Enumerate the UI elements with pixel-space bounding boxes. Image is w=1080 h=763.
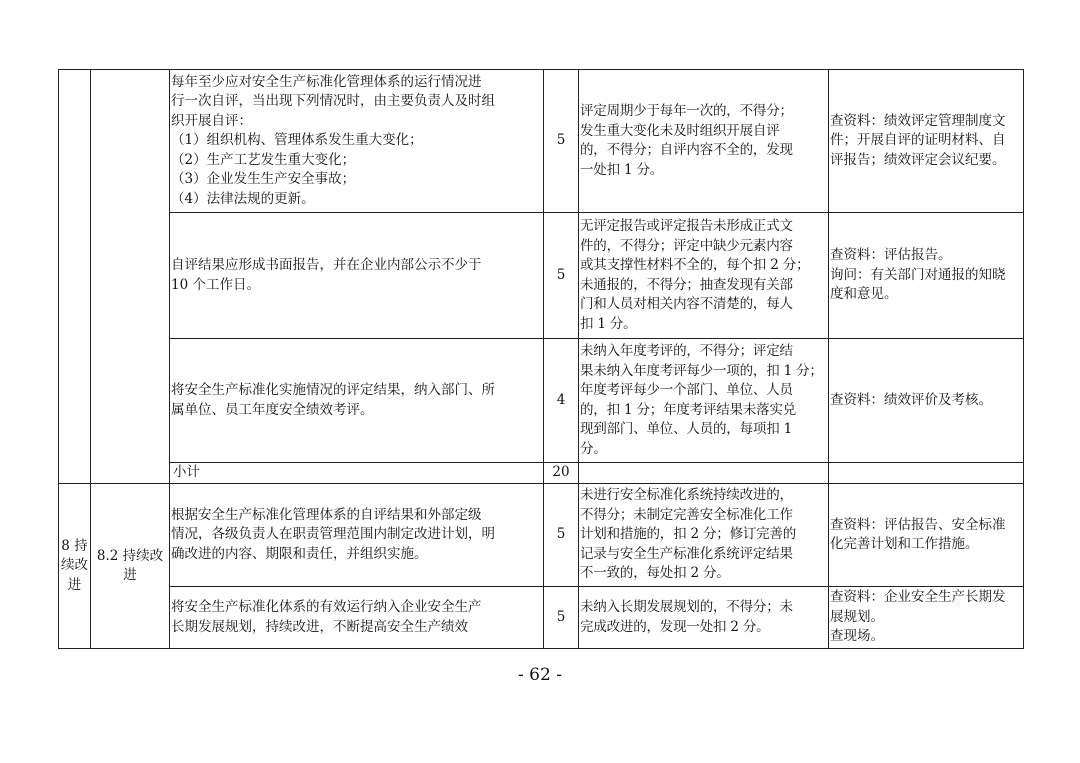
method-line: 化完善计划和工作措施。 — [830, 536, 979, 552]
content-line: 将安全生产标准化实施情况的评定结果，纳入部门、所 — [171, 382, 495, 398]
standard-line: 不得分；未制定完善安全标准化工作 — [580, 506, 793, 523]
standard-line: 评定周期少于每年一次的，不得分； — [580, 103, 793, 119]
method-cell — [829, 484, 1024, 587]
standard-line: 发生重大变化未及时组织开展自评 — [580, 122, 780, 139]
subtotal-row — [59, 463, 1024, 484]
section-name-line: 续改 — [61, 557, 88, 574]
method-line: 度和意见。 — [830, 286, 898, 303]
standard-line: 现到部门、单位、人员的，每项扣 1 — [580, 421, 792, 437]
section-name-line: 8 持 — [61, 537, 88, 554]
standard-line: 门和人员对相关内容不清楚的，每人 — [580, 296, 793, 312]
method-line: 查资料：企业安全生产长期发 — [830, 589, 1006, 606]
content-line: 根据安全生产标准化管理体系的自评结果和外部定级 — [171, 506, 482, 523]
standard-line: 或其支撑性材料不全的，每个扣 2 分； — [580, 257, 810, 273]
subsection-name-cell — [91, 484, 170, 649]
section-name-cell — [59, 484, 91, 649]
standard-cell — [579, 339, 829, 463]
standard-line: 完成改进的，发现一处扣 2 分。 — [580, 618, 770, 635]
content-line: 长期发展规划，持续改进，不断提高安全生产绩效 — [171, 618, 468, 635]
subtotal-label: 小计 — [170, 463, 544, 484]
empty-cell — [579, 463, 829, 484]
standard-line: 的，不得分；自评内容不全的，发现 — [580, 142, 793, 158]
category-cell — [59, 70, 91, 484]
subcategory-cell — [91, 70, 170, 484]
standard-line: 件的，不得分；评定中缺少元素内容 — [580, 237, 793, 254]
method-cell — [829, 70, 1024, 213]
standard-cell — [579, 213, 829, 339]
standard-line: 记录与安全生产标准化系统评定结果 — [580, 545, 793, 562]
standard-line: 未进行安全标准化系统持续改进的， — [580, 487, 793, 504]
content-line: 将安全生产标准化体系的有效运行纳入企业安全生产 — [171, 599, 482, 615]
standard-line: 未通报的，不得分；抽查发现有关部 — [580, 276, 793, 293]
content-line: （2）生产工艺发生重大变化； — [171, 151, 356, 168]
score-cell: 5 — [544, 484, 579, 587]
content-cell — [170, 587, 544, 649]
table-row — [59, 339, 1024, 463]
table-row — [59, 213, 1024, 339]
method-line: 件；开展自评的证明材料、自 — [830, 132, 1006, 149]
content-cell — [170, 484, 544, 587]
table-row — [59, 587, 1024, 649]
content-line: 每年至少应对安全生产标准化管理体系的运行情况进 — [171, 73, 482, 90]
score-cell: 4 — [544, 339, 579, 463]
standard-line: 扣 1 分。 — [580, 315, 637, 332]
page-number: - 62 - — [518, 665, 562, 685]
standard-line: 果未纳入年度考评每少一项的，扣 1 分； — [580, 362, 823, 379]
content-cell — [170, 339, 544, 463]
standard-cell — [579, 587, 829, 649]
empty-cell — [829, 463, 1024, 484]
table-row — [59, 70, 1024, 213]
standard-cell — [579, 70, 829, 213]
content-cell — [170, 213, 544, 339]
method-cell — [829, 587, 1024, 649]
content-line: （4）法律法规的更新。 — [171, 190, 315, 207]
content-cell — [170, 70, 544, 213]
subtotal-score: 20 — [544, 463, 579, 484]
method-line: 查资料：绩效评价及考核。 — [830, 391, 992, 408]
content-line: 情况，各级负责人在职责管理范围内制定改进计划，明 — [171, 526, 495, 543]
standard-line: 计划和措施的，扣 2 分；修订完善的 — [580, 526, 797, 543]
content-line: （3）企业发生生产安全事故； — [171, 171, 356, 188]
section-name-line: 进 — [67, 576, 82, 593]
method-cell — [829, 213, 1024, 339]
method-line: 查现场。 — [830, 628, 884, 645]
method-line: 查资料：绩效评定管理制度文 — [830, 112, 1006, 129]
content-line: 10 个工作日。 — [171, 276, 260, 293]
method-line: 查资料：评估报告、安全标准 — [830, 516, 1006, 533]
standard-line: 未纳入年度考评的，不得分；评定结 — [580, 343, 793, 359]
standard-line: 未纳入长期发展规划的，不得分；未 — [580, 599, 793, 615]
method-cell — [829, 339, 1024, 463]
standard-cell — [579, 484, 829, 587]
score-cell: 5 — [544, 213, 579, 339]
subsection-name-line: 8.2 持续改 — [96, 547, 164, 564]
score-cell: 5 — [544, 70, 579, 213]
standard-line: 一处扣 1 分。 — [580, 161, 664, 178]
evaluation-standard-table — [58, 69, 1024, 649]
content-line: 自评结果应形成书面报告，并在企业内部公示不少于 — [171, 257, 482, 273]
content-line: 属单位、员工年度安全绩效考评。 — [171, 401, 374, 418]
standard-line: 年度考评每少一个部门、单位、人员 — [580, 382, 793, 398]
standard-line: 不一致的，每处扣 2 分。 — [580, 565, 730, 582]
standard-line: 无评定报告或评定报告未形成正式文 — [580, 218, 793, 234]
method-line: 查资料：评估报告。 — [830, 247, 952, 264]
standard-line: 的，扣 1 分；年度考评结果未落实兑 — [580, 401, 797, 418]
method-line: 询问：有关部门对通报的知晓 — [830, 266, 1006, 283]
standard-line: 分。 — [580, 440, 607, 457]
method-line: 评报告；绩效评定会议纪要。 — [830, 151, 1006, 168]
content-line: （1）组织机构、管理体系发生重大变化； — [171, 132, 423, 149]
method-line: 展规划。 — [830, 608, 884, 625]
content-line: 确改进的内容、期限和责任，并组织实施。 — [171, 545, 428, 562]
content-line: 织开展自评： — [171, 112, 252, 129]
table-row — [59, 484, 1024, 587]
score-cell: 5 — [544, 587, 579, 649]
content-line: 行一次自评，当出现下列情况时，由主要负责人及时组 — [171, 93, 495, 110]
subsection-name-line: 进 — [123, 567, 137, 583]
